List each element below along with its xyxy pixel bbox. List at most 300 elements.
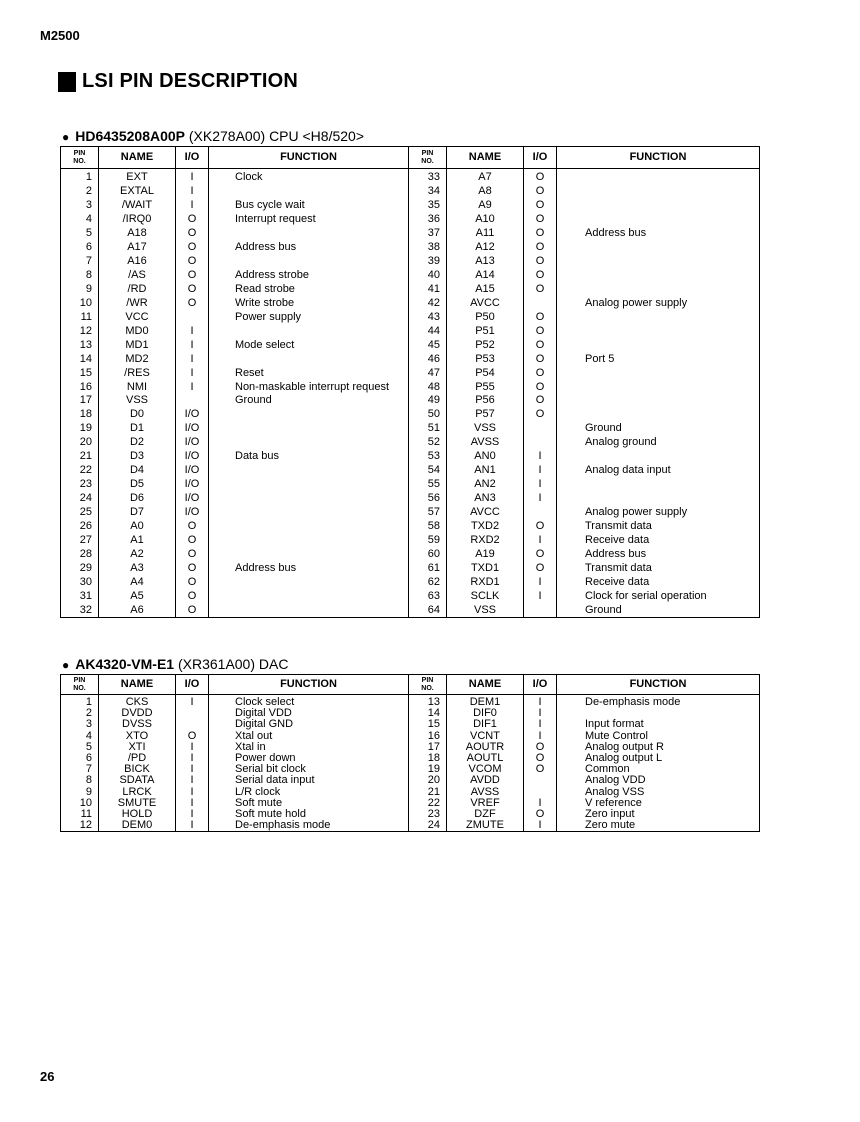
pin-name-cell: VSS [447,603,524,617]
pin-number-cell: 23 [79,478,92,491]
table-row [61,296,760,310]
pin-number-cell: 18 [79,408,92,421]
pin-name-cell: A15 [447,283,524,297]
pin-name-cell: DVSS [99,719,176,730]
pin-name-cell: D6 [99,492,176,506]
pin-io-cell: I [176,695,209,709]
pin-number-cell: 11 [80,808,92,820]
pin-name-cell: LRCK [99,787,176,798]
pin-io-cell: I [524,533,557,547]
pin-name-cell: SDATA [99,775,176,786]
pin-function-cell [209,547,409,561]
pin-io-cell: I [176,753,209,764]
pin-number-cell: 39 [409,255,447,269]
pin-io-cell: I [176,199,209,213]
pin-io-cell: O [524,519,557,533]
pin-number-cell: 20 [409,775,447,786]
table-row [61,352,760,366]
pin-function-cell [557,338,760,352]
pin-function-cell [557,380,760,394]
pin-name-cell: MD0 [99,324,176,338]
pin-name-cell: VREF [447,798,524,809]
pin-number-cell: 9 [85,282,92,295]
pin-name-cell: P54 [447,366,524,380]
pin-number-cell: 46 [409,352,447,366]
pin-function-cell: Interrupt request [209,213,409,227]
pin-number-cell: 53 [409,450,447,464]
pin-function-cell [209,603,409,617]
pin-number-cell: 3 [85,199,92,212]
pin-function-cell: Ground [557,422,760,436]
pin-function-cell: Ground [557,603,760,617]
pin-io-cell: I [176,366,209,380]
function-header: FUNCTION [209,147,409,169]
pin-name-cell: /PD [99,753,176,764]
pin-number-cell: 21 [79,450,92,463]
pin-number-cell: 43 [409,310,447,324]
pin-number-cell: 20 [79,436,92,449]
pin-number-cell: 10 [79,797,92,809]
pin-function-cell [557,324,760,338]
pin-io-cell: I/O [176,422,209,436]
pin-io-cell: I [524,695,557,709]
pin-name-cell: P52 [447,338,524,352]
table-row [61,283,760,297]
cpu-chip-title [62,128,364,144]
pin-name-cell: A13 [447,255,524,269]
pin-number-cell: 41 [409,283,447,297]
pin-name-cell: D3 [99,450,176,464]
pin-io-cell: I [176,352,209,366]
pin-number-cell: 47 [409,366,447,380]
cpu-pin-table [60,146,760,618]
pin-name-cell: XTO [99,731,176,742]
table-row [61,324,760,338]
pin-io-cell [524,506,557,520]
table-row [61,798,760,809]
pin-io-cell: I [176,798,209,809]
table-row [61,575,760,589]
dac-part-code: (XR361A00) [177,656,256,672]
pin-number-cell: 7 [85,764,92,776]
pin-name-cell: MD1 [99,338,176,352]
pin-name-cell: /WAIT [99,199,176,213]
pin-number-cell: 4 [85,213,92,226]
bullet-icon: ● [62,658,70,672]
pin-name-cell: /WR [99,296,176,310]
io-header: I/O [524,675,557,695]
pin-function-cell: Mute Control [557,731,760,742]
table-row [61,227,760,241]
io-header: I/O [176,675,209,695]
name-header: NAME [99,147,176,169]
pin-name-cell: BICK [99,764,176,775]
pin-io-cell: O [176,561,209,575]
pin-name-cell: P53 [447,352,524,366]
pin-name-cell: SCLK [447,589,524,603]
pin-function-cell: Analog power supply [557,506,760,520]
pin-number-cell: 12 [79,820,92,832]
pin-number-cell: 30 [79,575,92,588]
pin-number-cell: 22 [79,464,92,477]
pin-function-cell [557,199,760,213]
pin-io-cell: I [176,764,209,775]
table-row [61,506,760,520]
bullet-icon: ● [62,130,70,144]
pin-function-cell: Clock [209,169,409,185]
pin-function-cell [557,310,760,324]
pin-name-cell: AVDD [447,775,524,786]
table-row [61,422,760,436]
pin-io-cell: O [176,241,209,255]
pin-name-cell: A6 [99,603,176,617]
pin-number-cell: 6 [85,241,92,254]
pin-io-cell: O [524,310,557,324]
table-row [61,731,760,742]
pin-io-cell: I [524,798,557,809]
pin-io-cell [524,603,557,617]
pin-function-cell [557,283,760,297]
pin-name-cell: /RES [99,366,176,380]
table-row [61,742,760,753]
pin-name-cell: AN1 [447,464,524,478]
pin-number-cell: 27 [79,533,92,546]
pin-function-cell [557,708,760,719]
pin-io-cell: O [524,352,557,366]
table-row [61,408,760,422]
table-row [61,787,760,798]
table-row [61,533,760,547]
pin-function-cell [209,436,409,450]
pin-name-cell: AVCC [447,296,524,310]
pin-io-cell [524,422,557,436]
pin-function-cell: Address bus [557,227,760,241]
table-row [61,366,760,380]
table-row [61,753,760,764]
pin-name-cell: D4 [99,464,176,478]
pin-number-cell: 64 [409,603,447,617]
pin-io-cell: O [524,809,557,820]
pin-number-cell: 60 [409,547,447,561]
pin-name-cell: AOUTL [447,753,524,764]
pin-name-cell: A8 [447,185,524,199]
table-header-row [61,147,760,169]
pin-io-cell: O [524,324,557,338]
pin-function-cell: Zero mute [557,820,760,832]
pin-function-cell: Power down [209,753,409,764]
pin-io-cell: I/O [176,464,209,478]
pin-name-cell: P51 [447,324,524,338]
pin-io-cell [176,719,209,730]
pin-name-cell: D2 [99,436,176,450]
pin-name-cell: A4 [99,575,176,589]
pin-number-cell: 25 [79,505,92,518]
pin-io-cell [524,787,557,798]
pin-number-cell: 29 [79,561,92,574]
pin-io-cell: O [524,547,557,561]
pin-function-cell: Port 5 [557,352,760,366]
pin-io-cell: I [176,787,209,798]
pin-io-cell: I [524,719,557,730]
pin-function-cell: Input format [557,719,760,730]
pin-name-cell: EXT [99,169,176,185]
pin-io-cell: O [524,283,557,297]
io-header: I/O [524,147,557,169]
pin-io-cell: I [176,185,209,199]
table-row [61,708,760,719]
pin-function-cell: Mode select [209,338,409,352]
pin-number-cell: 14 [79,352,92,365]
pin-function-cell: Reset [209,366,409,380]
pin-io-cell: O [176,575,209,589]
table-row [61,338,760,352]
pin-function-cell: V reference [557,798,760,809]
pin-io-cell: O [524,269,557,283]
pin-name-cell: P55 [447,380,524,394]
io-header: I/O [176,147,209,169]
pin-name-cell: VCNT [447,731,524,742]
pin-name-cell: P56 [447,394,524,408]
table-row [61,589,760,603]
table-row [61,169,760,185]
pin-number-cell: 55 [409,478,447,492]
pin-name-cell: A17 [99,241,176,255]
pin-function-cell: Address bus [557,547,760,561]
pin-number-cell: 59 [409,533,447,547]
pin-function-cell [557,255,760,269]
pin-io-cell: I [176,380,209,394]
cpu-part-number: HD6435208A00P [75,128,185,144]
pin-name-cell: A0 [99,519,176,533]
pin-io-cell: O [176,731,209,742]
pin-number-cell: 14 [409,708,447,719]
table-row [61,603,760,617]
pin-io-cell: I [524,478,557,492]
pin-number-cell: 51 [409,422,447,436]
pin-number-cell: 63 [409,589,447,603]
pin-number-cell: 19 [79,422,92,435]
pin-number-cell: 19 [409,764,447,775]
pin-name-cell: AVSS [447,436,524,450]
pin-number-cell: 4 [85,730,92,742]
pin-number-cell: 24 [409,820,447,832]
table-row [61,199,760,213]
pin-name-cell: A14 [447,269,524,283]
pin-io-cell [176,708,209,719]
pin-function-cell [557,366,760,380]
cpu-description: CPU <H8/520> [269,128,365,144]
pin-name-cell: D0 [99,408,176,422]
pin-io-cell: O [524,380,557,394]
pin-name-cell: A11 [447,227,524,241]
function-header: FUNCTION [557,675,760,695]
pin-name-cell: EXTAL [99,185,176,199]
pin-name-cell: HOLD [99,809,176,820]
pin-io-cell [524,296,557,310]
pin-name-cell: VSS [99,394,176,408]
pin-name-cell: A5 [99,589,176,603]
pin-function-cell: Serial data input [209,775,409,786]
pin-function-cell: Power supply [209,310,409,324]
pin-number-cell: 35 [409,199,447,213]
pin-io-cell: O [176,227,209,241]
pin-name-cell: DZF [447,809,524,820]
pin-name-cell: VSS [447,422,524,436]
pin-io-cell: I/O [176,450,209,464]
table-row [61,820,760,832]
pin-number-cell: 15 [409,719,447,730]
table-row [61,394,760,408]
table-row [61,719,760,730]
pin-number-cell: 16 [79,380,92,393]
table-row [61,478,760,492]
dac-pin-table [60,674,760,832]
pin-number-cell: 50 [409,408,447,422]
pin-function-cell [209,352,409,366]
pin-name-cell: VCC [99,310,176,324]
pin-io-cell: O [524,561,557,575]
pin-name-cell: AVSS [447,787,524,798]
table-row [61,775,760,786]
pin-function-cell [209,589,409,603]
pin-name-cell: RXD2 [447,533,524,547]
pin-number-cell: 37 [409,227,447,241]
table-row [61,241,760,255]
section-title: LSI PIN DESCRIPTION [82,70,299,92]
pin-number-cell: 23 [409,809,447,820]
cpu-pin-rows [61,169,760,618]
pin-function-cell [209,492,409,506]
pin-name-cell: A2 [99,547,176,561]
pin-number-cell: 40 [409,269,447,283]
pin-io-cell: O [524,764,557,775]
pin-number-cell: 18 [409,753,447,764]
pin-io-cell: I [524,820,557,832]
pin-io-cell [176,310,209,324]
pin-function-cell: L/R clock [209,787,409,798]
pin-name-cell: A18 [99,227,176,241]
pin-function-cell: Receive data [557,533,760,547]
pin-io-cell: O [524,241,557,255]
pin-io-cell: I [524,731,557,742]
pin-name-cell: XTI [99,742,176,753]
pin-name-cell: AVCC [447,506,524,520]
pin-name-cell: DEM0 [99,820,176,832]
pin-function-cell: Xtal in [209,742,409,753]
pin-io-cell: O [524,227,557,241]
pin-function-cell: Analog output R [557,742,760,753]
pin-io-cell: I [524,589,557,603]
dac-pin-rows [61,695,760,832]
pin-number-cell: 45 [409,338,447,352]
pin-number-cell: 2 [85,708,92,720]
table-row [61,213,760,227]
pin-number-cell: 10 [79,296,92,309]
pin-io-cell: I/O [176,478,209,492]
pin-number-cell: 34 [409,185,447,199]
pin-io-cell: O [176,296,209,310]
pin-function-cell: Clock for serial operation [557,589,760,603]
dac-part-number: AK4320-VM-E1 [75,656,175,672]
pin-number-cell: 31 [79,589,92,602]
table-row [61,436,760,450]
page-number: 26 [40,1069,55,1084]
pin-number-cell: 3 [85,719,92,731]
pin-name-cell: DIF1 [447,719,524,730]
pin-function-cell [209,533,409,547]
pin-io-cell: I [524,708,557,719]
name-header: NAME [99,675,176,695]
pin-name-cell: AOUTR [447,742,524,753]
cpu-part-code: (XK278A00) [188,128,266,144]
name-header: NAME [447,147,524,169]
table-row [61,310,760,324]
table-row [61,464,760,478]
table-row [61,695,760,709]
pin-name-cell: CKS [99,695,176,709]
pin-function-cell: Analog ground [557,436,760,450]
pin-function-cell: Transmit data [557,519,760,533]
pin-name-cell: AN3 [447,492,524,506]
pin-number-cell: 49 [409,394,447,408]
pin-io-cell: O [524,169,557,185]
pin-name-cell: P57 [447,408,524,422]
pin-name-cell: DIF0 [447,708,524,719]
pin-io-cell: O [176,213,209,227]
pin-io-cell: O [524,185,557,199]
pin-function-cell: Address bus [209,241,409,255]
pin-function-cell [209,255,409,269]
square-bullet-icon [58,72,76,92]
pin-io-cell: O [176,255,209,269]
pin-function-cell: Clock select [209,695,409,709]
pin-number-cell: 13 [409,695,447,709]
pin-io-cell: I [176,820,209,832]
pin-function-cell: Common [557,764,760,775]
pin-function-cell: Write strobe [209,296,409,310]
dac-chip-title [62,656,288,672]
pin-function-cell: De-emphasis mode [209,820,409,832]
pin-function-cell: Address strobe [209,269,409,283]
pin-number-cell: 5 [85,227,92,240]
pin-function-cell: Analog data input [557,464,760,478]
pin-io-cell: O [524,338,557,352]
pin-function-cell: Digital VDD [209,708,409,719]
pin-name-cell: A3 [99,561,176,575]
pin-function-cell [209,506,409,520]
table-row [61,450,760,464]
pin-io-cell [524,436,557,450]
pin-io-cell: I [176,338,209,352]
model-name: M2500 [40,28,80,43]
pin-number-cell: 21 [409,787,447,798]
pin-function-cell: Xtal out [209,731,409,742]
pin-io-cell: I/O [176,492,209,506]
pin-name-cell: TXD2 [447,519,524,533]
pin-io-cell: I/O [176,408,209,422]
pin-function-cell [209,408,409,422]
pin-io-cell: I [176,809,209,820]
pin-io-cell: O [176,283,209,297]
pin-function-cell: Analog power supply [557,296,760,310]
pin-number-cell: 42 [409,296,447,310]
pin-function-cell [209,227,409,241]
pin-number-cell: 8 [85,775,92,787]
pin-number-cell: 44 [409,324,447,338]
table-header-row [61,675,760,695]
table-row [61,269,760,283]
pin-io-cell: O [176,603,209,617]
